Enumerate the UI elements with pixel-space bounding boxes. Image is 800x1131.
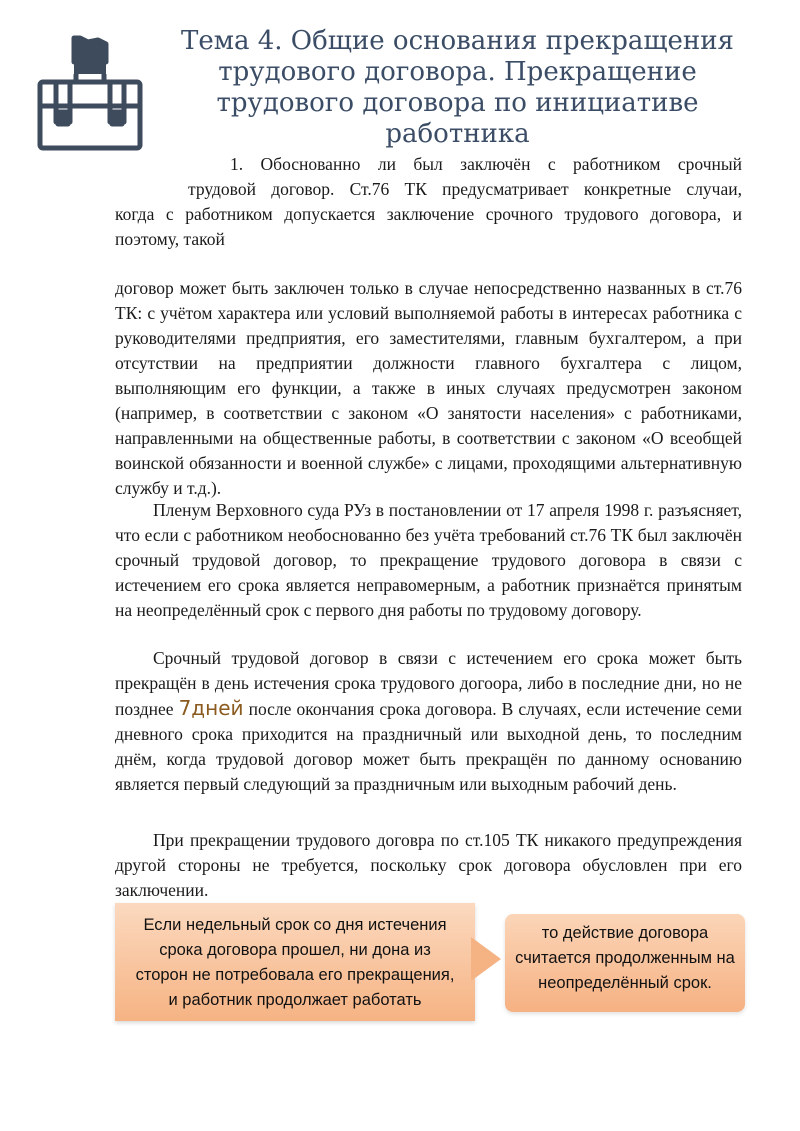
list-item-1-continuation: когда с работником допускается заключение срочного трудового договора, и поэтому, такой xyxy=(115,204,742,249)
title-line: Тема 4. Общие основания прекращения xyxy=(181,26,734,56)
paragraph: При прекращении трудового договра по ст.105 ТК никакого предупреждения другой стороны не требуется, поскольку срок договора обусловлен при его заключении. xyxy=(115,830,742,900)
title-line: трудового договора. Прекращение xyxy=(218,57,697,87)
highlight-days: 7дней xyxy=(178,696,244,720)
page-title xyxy=(160,26,755,150)
list-item-1-line1: 1. Обоснованно ли был заключён с работником срочный xyxy=(230,154,742,174)
condition-box: Если недельный срок со дня истечения срока договора прошел, ни дона из сторон не потребовала его прекращения, и работник продолжает работать xyxy=(115,903,475,1021)
arrow-right-icon xyxy=(471,937,501,981)
list-item-1-line2: трудовой договор. Ст.76 ТК предусматривает конкретные случаи, xyxy=(188,179,742,199)
title-line: работника xyxy=(385,119,530,149)
paragraph-text: после окончания срока договора. В случаях, если истечение семи дневного срока приходится на праздничный или выходной день, то последним днём, когда трудовой договор может быть прекращён по данному основанию является первый следующий за праздничным или выходным рабочий день. xyxy=(115,699,742,794)
paragraph-text: Срочный трудовой договор в связи с истечением его срока может быть прекращён в день истечения срока трудового догоора, либо в последние дни, но не позднее xyxy=(115,648,742,719)
result-box: то действие договора считается продолженным на неопределённый срок. xyxy=(505,914,745,1012)
paragraph: договор может быть заключен только в случае непосредственно названных в ст.76 ТК: с учётом характера или условий выполняемой работы в интересах работника с руководителями предприятия, его заместителями, главным бухгалтером, а при отсутствии на предприятии должности главного бухгалтера с лицом, выполняющим его функции, а также в иных случаях предусмотрен законом (например, в соответствии с законом «О занятости населения» с работниками, направленными на общественные работы, в соответствии с законом «О всеобщей воинской обязанности и военной службе» с лицами, проходящими альтернативную службу и т.д.). xyxy=(115,278,742,498)
title-line: трудового договора по инициативе xyxy=(216,88,699,118)
briefcase-hand-icon xyxy=(36,30,146,152)
paragraph xyxy=(115,646,742,797)
paragraph: Пленум Верховного суда РУз в постановлении от 17 апреля 1998 г. разъясняет, что если с работником необоснованно без учёта требований ст.76 ТК был заключён срочный трудовой договор, то прекращение трудового договора в связи с истечением его срока является неправомерным, а работник признаётся принятым на неопределённый срок с первого дня работы по трудовому договору. xyxy=(115,500,742,620)
